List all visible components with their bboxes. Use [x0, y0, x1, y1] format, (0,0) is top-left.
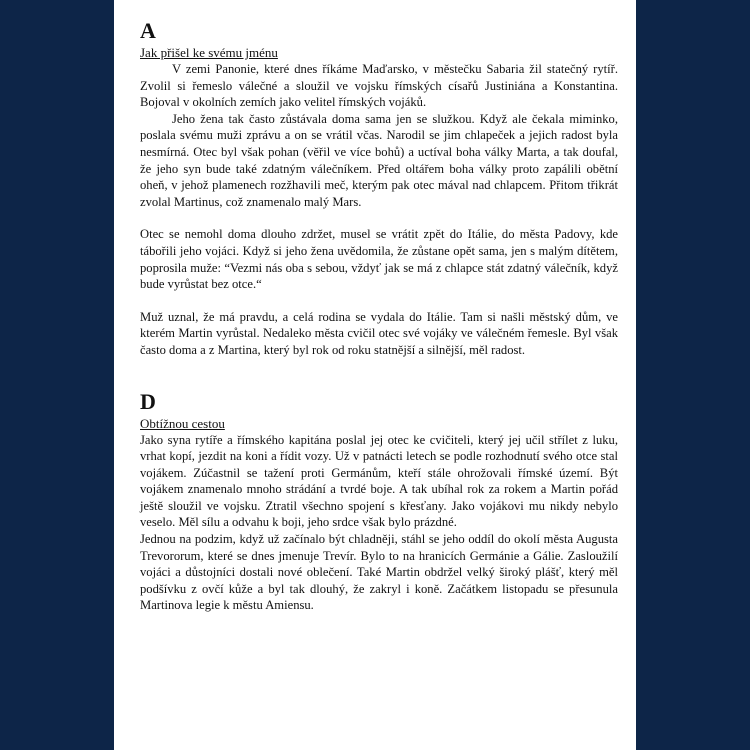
section-d: [140, 389, 618, 615]
paragraph: Jednou na podzim, když už začínalo být chladněji, stáhl se jeho oddíl do okolí města Augusta Trevororum, které se dnes jmenuje Trevír. Bylo to na hranicích Germánie a Gálie. Zasloužilí vojáci a důstojníci dostali nové oblečení. Také Martin obdržel velký široký plášť, který měl podšívku z ovčí kůže a byl tak dlouhý, že zakryl i koně. Začátkem listopadu se přesunula Martinova legie k městu Amiensu.: [140, 532, 618, 613]
paragraph: Jeho žena tak často zůstávala doma sama jen se služkou. Když ale čekala miminko, poslala svému muži zprávu a on se vrátil včas. Narodil se jim chlapeček a jejich radost byla nesmírná. Otec byl však pohan (věřil ve více bohů) a uctíval boha války Marta, a tak doufal, že jeho syn bude také zdatným válečníkem. Před oltářem boha války proto zapálili obětní oheň, v jehož plamenech rozžhavili meč, kterým pak otec mával nad chlapcem. Přitom třikrát zvolal Martinus, což znamenalo malý Mars.: [140, 111, 618, 209]
paragraph: Otec se nemohl doma dlouho zdržet, musel se vrátit zpět do Itálie, do města Padovy, kde tábořili jeho vojáci. Když si jeho žena uvědomila, že zůstane opět sama, jen s malým dítětem, poprosila muže: “Vezmi nás oba s sebou, vždyť jak se má z chlapce stát zdatný válečník, když bude vyrůstat bez otce.“: [140, 227, 618, 292]
paragraph: V zemi Panonie, které dnes říkáme Maďarsko, v městečku Sabaria žil statečný rytíř. Zvolil si řemeslo válečné a sloužil ve vojsku římských císařů Justiniána a Konstantina. Bojoval v okolních zemích jako velitel římských vojáků.: [140, 62, 618, 110]
paragraph: Jako syna rytíře a římského kapitána poslal jej otec ke cvičiteli, který jej učil střílet z luku, vrhat kopí, jezdit na koni a řídit vozy. Už v patnácti letech se podle rozhodnutí svého otce stal vojákem. Zúčastnil se tažení proti Germánům, kteří stále ohrožovali římské území. Být vojákem znamenalo mnoho strádání a tvrdé boje. A tak ubíhal rok za rokem a Martin pořád ještě sloužil ve vojsku. Ztratil všechno spojení s křesťany. Jako vojákovi mu nikdy nebylo veselo. Měl sílu a odvahu k boji, jeho srdce však bylo prázdné.: [140, 432, 618, 530]
section-letter: A: [140, 18, 156, 43]
paragraph: Muž uznal, že má pravdu, a celá rodina se vydala do Itálie. Tam si našli městský dům, ve kterém Martin vyrůstal. Nedaleko města cvičil otec své vojáky ve válečném řemesle. Byl však často doma a z Martina, který byl rok od roku statnější a silnější, měl radost.: [140, 309, 618, 357]
document-page: [114, 0, 636, 750]
section-title: Obtížnou cestou: [140, 415, 225, 431]
section-a: [140, 18, 618, 359]
section-divider: [140, 359, 618, 389]
section-letter: D: [140, 388, 156, 414]
section-title: Jak přišel ke svému jménu: [140, 45, 278, 60]
